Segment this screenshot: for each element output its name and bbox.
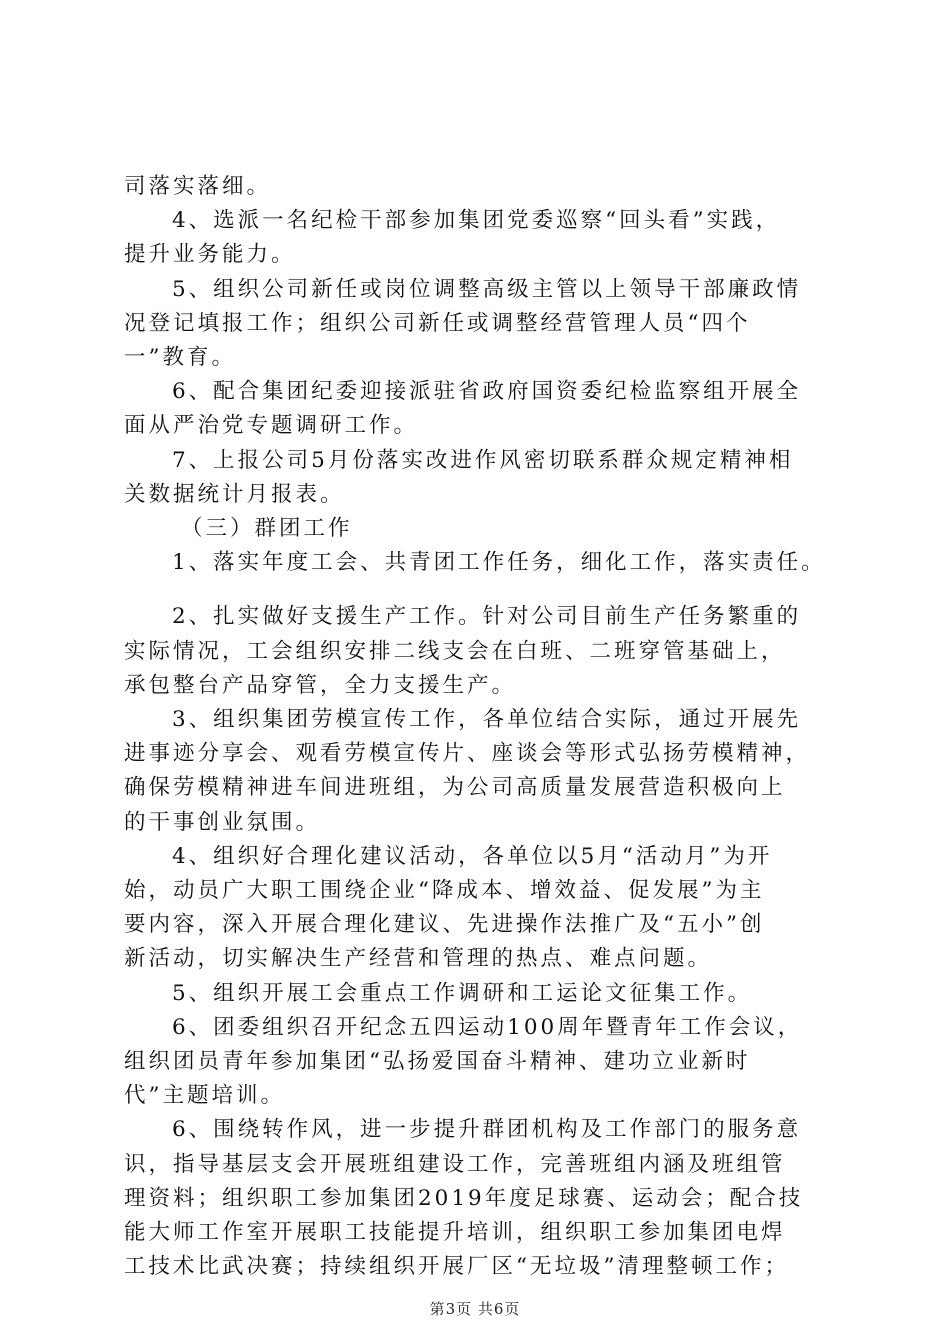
list-item-6-line-2: 面从严治党专题调研工作。 — [124, 413, 419, 439]
list-item-6b-line-1: 6、团委组织召开纪念五四运动100周年暨青年工作会议， — [172, 1014, 803, 1040]
list-item-7-line-2: 关数据统计月报表。 — [124, 481, 345, 507]
list-item-5b-line-1: 5、组织开展工会重点工作调研和工运论文征集工作。 — [172, 980, 753, 1006]
list-item-2-line-3: 承包整台产品穿管，全力支援生产。 — [124, 672, 517, 698]
list-item-3-line-4: 的干事创业氛围。 — [124, 809, 321, 835]
list-item-4b-line-3: 要内容，深入开展合理化建议、先进操作法推广及“五小”创 — [124, 912, 765, 938]
list-item-1-line-1: 1、落实年度工会、共青团工作任务，细化工作，落实责任。 — [172, 550, 826, 576]
list-item-6b-line-3: 代”主题培训。 — [124, 1083, 285, 1109]
list-item-6c-line-5: 工技术比武决赛；持续组织开展厂区“无垃圾”清理整顿工作； — [124, 1254, 789, 1280]
list-item-5-line-2: 况登记填报工作；组织公司新任或调整经营管理人员“四个 — [124, 310, 751, 336]
section-heading: （三）群团工作 — [181, 516, 353, 542]
list-item-2-line-1: 2、扎实做好支援生产工作。针对公司目前生产任务繁重的 — [172, 604, 802, 630]
list-item-5-line-1: 5、组织公司新任或岗位调整高级主管以上领导干部廉政情 — [172, 276, 802, 302]
page-number-footer: 第3页 共6页 — [429, 1300, 521, 1318]
list-item-6b-line-2: 组织团员青年参加集团“弘扬爱国奋斗精神、建功立业新时 — [124, 1049, 751, 1075]
list-item-6c-line-3: 理资料；组织职工参加集团2019年度足球赛、运动会；配合技 — [124, 1185, 804, 1211]
list-item-6c-line-2: 识，指导基层支会开展班组建设工作，完善班组内涵及班组管 — [124, 1151, 786, 1177]
list-item-3-line-2: 进事迹分享会、观看劳模宣传片、座谈会等形式弘扬劳模精神， — [124, 741, 811, 767]
list-item-6-line-1: 6、配合集团纪委迎接派驻省政府国资委纪检监察组开展全 — [172, 379, 802, 405]
paragraph-gap — [124, 580, 854, 600]
list-item-6c-line-4: 能大师工作室开展职工技能提升培训，组织职工参加集团电焊 — [124, 1220, 786, 1246]
list-item-5-line-3: 一”教育。 — [124, 345, 236, 371]
list-item-4b-line-1: 4、组织好合理化建议活动，各单位以5月“活动月”为开 — [172, 843, 773, 869]
list-item-4-line-1: 4、选派一名纪检干部参加集团党委巡察“回头看”实践， — [172, 208, 781, 234]
list-item-4b-line-2: 始，动员广大职工围绕企业“降成本、增效益、促发展”为主 — [124, 878, 765, 904]
body-line: 司落实落细。 — [124, 174, 272, 199]
list-item-4b-line-4: 新活动，切实解决生产经营和管理的热点、难点问题。 — [124, 946, 713, 972]
list-item-4-line-2: 提升业务能力。 — [124, 242, 296, 268]
list-item-3-line-3: 确保劳模精神进车间进班组，为公司高质量发展营造积极向上 — [124, 775, 786, 801]
document-body — [124, 170, 854, 1285]
list-item-6c-line-1: 6、围绕转作风，进一步提升群团机构及工作部门的服务意 — [172, 1117, 802, 1143]
list-item-7-line-1: 7、上报公司5月份落实改进作风密切联系群众规定精神相 — [172, 447, 794, 473]
list-item-3-line-1: 3、组织集团劳模宣传工作，各单位结合实际，通过开展先 — [172, 707, 802, 733]
list-item-2-line-2: 实际情况，工会组织安排二线支会在白班、二班穿管基础上， — [124, 638, 786, 664]
